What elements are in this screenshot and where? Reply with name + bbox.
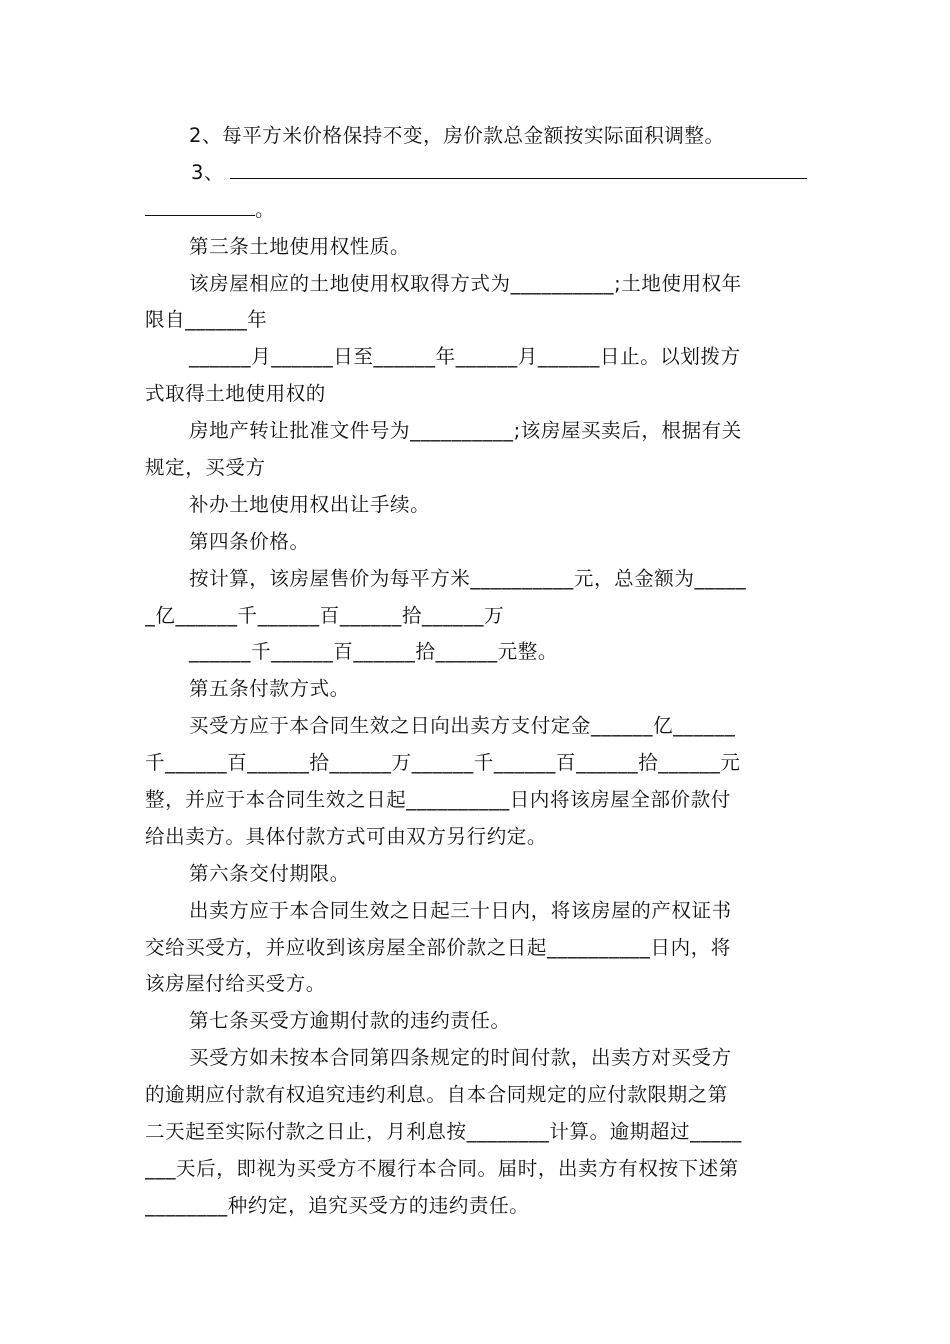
clause-2-price-per-sqm: 2、每平方米价格保持不变，房价款总金额按实际面积调整。	[189, 124, 725, 147]
paragraph-line: 式取得土地使用权的	[145, 382, 326, 406]
paragraph-line: ______月______日至______年______月______日止。以划拨方	[189, 345, 741, 369]
paragraph-line: ___天后，即视为买受方不履行本合同。届时，出卖方有权按下述第	[145, 1156, 739, 1180]
paragraph-line: 限自______年	[145, 308, 268, 332]
paragraph-line: 房地产转让批准文件号为__________;该房屋买卖后，根据有关	[189, 419, 742, 443]
clause-3-blank-end: 。	[145, 192, 807, 229]
paragraph-line: 买受方应于本合同生效之日向出卖方支付定金______亿______	[189, 714, 736, 738]
paragraph-line: 该房屋相应的土地使用权取得方式为__________;土地使用权年	[189, 271, 742, 295]
contract-text	[145, 118, 807, 1225]
article-6-heading: 第六条交付期限。	[189, 861, 350, 885]
paragraph-line: 整，并应于本合同生效之日起__________日内将该房屋全部价款付	[145, 788, 731, 812]
paragraph-line: 交给买受方，并应收到该房屋全部价款之日起__________日内，将	[145, 935, 731, 959]
paragraph-line: 千______百______拾______万______千______百______拾______元	[145, 751, 741, 775]
paragraph-line: 给出卖方。具体付款方式可由双方另行约定。	[145, 824, 548, 848]
paragraph-line: ______千______百______拾______元整。	[189, 640, 558, 664]
paragraph-line: 出卖方应于本合同生效之日起三十日内，将该房屋的产权证书	[189, 898, 732, 922]
paragraph-line: 规定，买受方	[145, 456, 266, 480]
article-3-heading: 第三条土地使用权性质。	[189, 234, 411, 258]
paragraph-line: 买受方如未按本合同第四条规定的时间付款，出卖方对买受方	[189, 1046, 732, 1070]
fill-in-blank-line	[230, 178, 807, 179]
clause-3-blank: 3、	[145, 155, 807, 192]
article-5-heading: 第五条付款方式。	[189, 677, 350, 701]
paragraph-line: _亿______千______百______拾______万	[145, 603, 505, 627]
paragraph-line: 二天起至实际付款之日止，月利息按________计算。逾期超过_____	[145, 1120, 742, 1144]
fill-in-blank-line	[145, 215, 255, 216]
paragraph-line: 该房屋付给买受方。	[145, 972, 326, 996]
paragraph-line: ________种约定，追究买受方的违约责任。	[145, 1193, 530, 1217]
paragraph-line: 的逾期应付款有权追究违约利息。自本合同规定的应付款限期之第	[145, 1083, 728, 1107]
paragraph-line: 补办土地使用权出让手续。	[189, 492, 431, 516]
article-7-heading: 第七条买受方逾期付款的违约责任。	[189, 1009, 511, 1033]
article-4-heading: 第四条价格。	[189, 529, 310, 553]
paragraph-line: 按计算，该房屋售价为每平方米__________元，总金额为_____	[189, 566, 747, 590]
